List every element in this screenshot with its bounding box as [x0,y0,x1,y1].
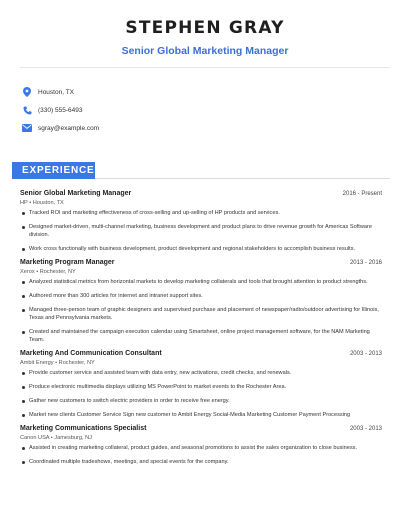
experience-section-header: EXPERIENCE [12,162,95,179]
job-title: Senior Global Marketing Manager [20,190,132,197]
job-title: Marketing And Communication Consultant [20,350,162,357]
contact-email [22,119,99,137]
job-location: Rochester, NY [39,269,76,275]
job-company: Ambit Energy [20,360,54,366]
separator-bullet: • [50,435,55,441]
job-bullets [20,209,382,253]
job-location: Houston, TX [32,200,64,206]
job-entry [20,350,382,419]
section-divider [95,178,390,179]
separator-bullet: • [36,269,40,275]
bullet-item: Work cross functionally with business development, product development and regional stakeholders to accomplish business results. [20,245,382,253]
bullet-item: Managed three-person team of graphic designers and supervised purchase and placement of newspaper/radio/outdoor advertising for Illinois, Texas and Pennsylvania markets. [20,306,382,322]
bullet-item: Created and maintained the campaign execution calendar using Smartsheet, online project management software, for the NAM Marketing Team. [20,328,382,344]
candidate-title: Senior Global Marketing Manager [121,45,289,57]
job-company-line [20,269,382,275]
separator-bullet: • [55,360,59,366]
bullet-item: Assisted in creating marketing collateral, product guides, and seasonal promotions to assist the sales organization to close business. [20,444,382,452]
contact-phone [22,101,99,119]
bullet-item: Produce electronic multimedia displays utilizing MS PowerPoint to market events to the Rochester Area. [20,383,382,391]
bullet-item: Tracked ROI and marketing effectiveness of cross-selling and up-selling of HP products and services. [20,209,382,217]
job-bullets [20,369,382,419]
job-bullets [20,444,382,466]
job-dates: 2016 - Present [342,191,382,197]
job-dates: 2003 - 2013 [349,426,382,432]
job-location: Jamesburg, NJ [54,435,92,441]
bullet-item: Provide customer service and assisted team with data entry, new activations, credit checks, and renewals. [20,369,382,377]
header-divider [20,67,390,68]
job-company: Xerox [20,269,35,275]
job-location: Rochester, NY [58,360,95,366]
job-company-line [20,435,382,441]
bullet-item: Market new clients Customer Service Sign new customer to Ambit Energy Social-Media Marketing Customer Payment Processing [20,411,382,419]
bullet-item: Coordinated multiple tradeshows, meetings, and special events for the company. [20,458,382,466]
job-title: Marketing Program Manager [20,259,115,266]
phone-icon [22,105,32,115]
experience-list [20,190,382,472]
job-dates: 2003 - 2013 [349,351,382,357]
bullet-item: Designed market-driven, multi-channel marketing, business development and product plans to drive revenue growth for Americas Software division. [20,223,382,239]
email-icon [22,123,32,133]
job-entry [20,190,382,253]
bullet-item: Analyzed statistical metrics from horizontal markets to develop marketing collaterals and tools that brought attention to product strengths. [20,278,382,286]
job-company-line [20,360,382,366]
contact-email-text: sgray@example.com [38,124,100,132]
job-dates: 2013 - 2016 [349,260,382,266]
job-company: Canon USA [20,435,50,441]
contact-location [22,83,99,101]
bullet-item: Authored more than 300 articles for internet and intranet support sites. [20,292,382,300]
contact-phone-text: (330) 555-6493 [38,106,83,114]
bullet-item: Gather new customers to switch electric providers in order to receive free energy. [20,397,382,405]
job-title: Marketing Communications Specialist [20,425,147,432]
candidate-name: STEPHEN GRAY [125,18,285,38]
contact-list [22,83,99,137]
job-company-line [20,200,382,206]
resume-header [0,18,410,57]
job-entry [20,425,382,466]
location-pin-icon [22,87,32,97]
job-entry [20,259,382,344]
separator-bullet: • [29,200,33,206]
job-company: HP [20,200,28,206]
job-bullets [20,278,382,344]
contact-location-text: Houston, TX [38,88,75,96]
